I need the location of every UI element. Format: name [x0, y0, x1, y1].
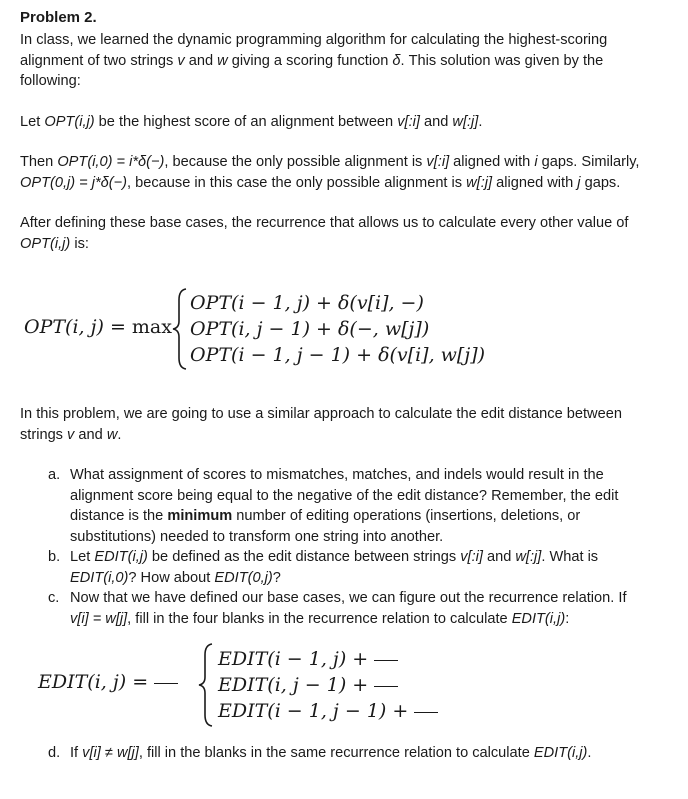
opt-recurrence-equation	[20, 288, 680, 370]
edit-blank-1[interactable]	[374, 660, 398, 661]
left-brace-icon	[198, 643, 214, 727]
opt-case-2: OPT(i, j − 1) + δ(−, w[j])	[190, 318, 430, 340]
question-list-continued	[20, 743, 680, 764]
recurrence-intro-line-2: OPT(i,j) is:	[20, 235, 89, 252]
intro-line-2: alignment of two strings v and w giving a scoring function δ. This solution was given by the	[20, 52, 604, 69]
problem-intro-line-2: strings v and w.	[20, 426, 122, 443]
definition-line: Let OPT(i,j) be the highest score of an alignment between v[:i] and w[:j].	[20, 113, 483, 130]
max-operator: max	[131, 316, 172, 338]
edit-recurrence-equation	[20, 643, 680, 727]
base-case-line-1: Then OPT(i,0) = i*δ(−), because the only possible alignment is v[:i] aligned with i gaps. Similarly,	[20, 154, 640, 170]
problem-intro-line-1: In this problem, we are going to use a similar approach to calculate the edit distance between	[20, 406, 622, 422]
question-list	[20, 465, 680, 629]
opt-equation-lhs: OPT(i, j) =	[24, 316, 132, 338]
question-b: b. Let EDIT(i,j) be defined as the edit distance between strings v[:i] and w[:j]. What is EDIT(i,0)? How about EDIT(0,j)?	[48, 549, 599, 586]
question-d-marker: d.	[48, 745, 61, 761]
recurrence-intro-line-1: After defining these base cases, the recurrence that allows us to calculate every other value of	[20, 215, 629, 231]
question-a-marker: a.	[48, 467, 61, 483]
edit-blank-2[interactable]	[374, 686, 398, 687]
edit-case-1: EDIT(i − 1, j) +	[218, 646, 438, 672]
question-b-marker: b.	[48, 549, 61, 565]
edit-blank-0[interactable]	[154, 683, 178, 684]
base-case-line-2: OPT(0,j) = j*δ(−), because in this case the only possible alignment is w[:j] aligned with j gaps.	[20, 174, 621, 191]
minimum-emphasis: minimum	[167, 508, 233, 524]
question-c-marker: c.	[48, 590, 60, 606]
question-c: c. Now that we have defined our base cases, we can figure out the recurrence relation. If v[i] = w[j], fill in the four blanks in the recurrence relation to calculate EDIT(i,j):	[48, 590, 627, 627]
left-brace-icon	[172, 288, 188, 370]
problem-title: Problem 2.	[20, 9, 97, 26]
edit-blank-3[interactable]	[414, 712, 438, 713]
intro-line-1: In class, we learned the dynamic programming algorithm for calculating the highest-scoring	[20, 32, 608, 48]
edit-case-2: EDIT(i, j − 1) +	[218, 672, 438, 698]
edit-case-3: EDIT(i − 1, j − 1) +	[218, 698, 438, 724]
question-a: a. What assignment of scores to mismatches, matches, and indels would result in the alignment score being equal to the negative of the edit distance? Remember, the edit distance is the minimum number of editing operations (insertions, deletions, or substitutions) needed to transform one string into another.	[48, 467, 619, 545]
opt-case-1: OPT(i − 1, j) + δ(v[i], −)	[190, 292, 424, 314]
question-d: d. If v[i] ≠ w[j], fill in the blanks in the same recurrence relation to calculate EDIT(i,j).	[20, 743, 680, 764]
opt-case-3: OPT(i − 1, j − 1) + δ(v[i], w[j])	[190, 344, 486, 366]
intro-line-3: following:	[20, 73, 81, 89]
edit-equation-lhs: EDIT(i, j) =	[38, 671, 155, 693]
problem-document	[20, 8, 680, 764]
